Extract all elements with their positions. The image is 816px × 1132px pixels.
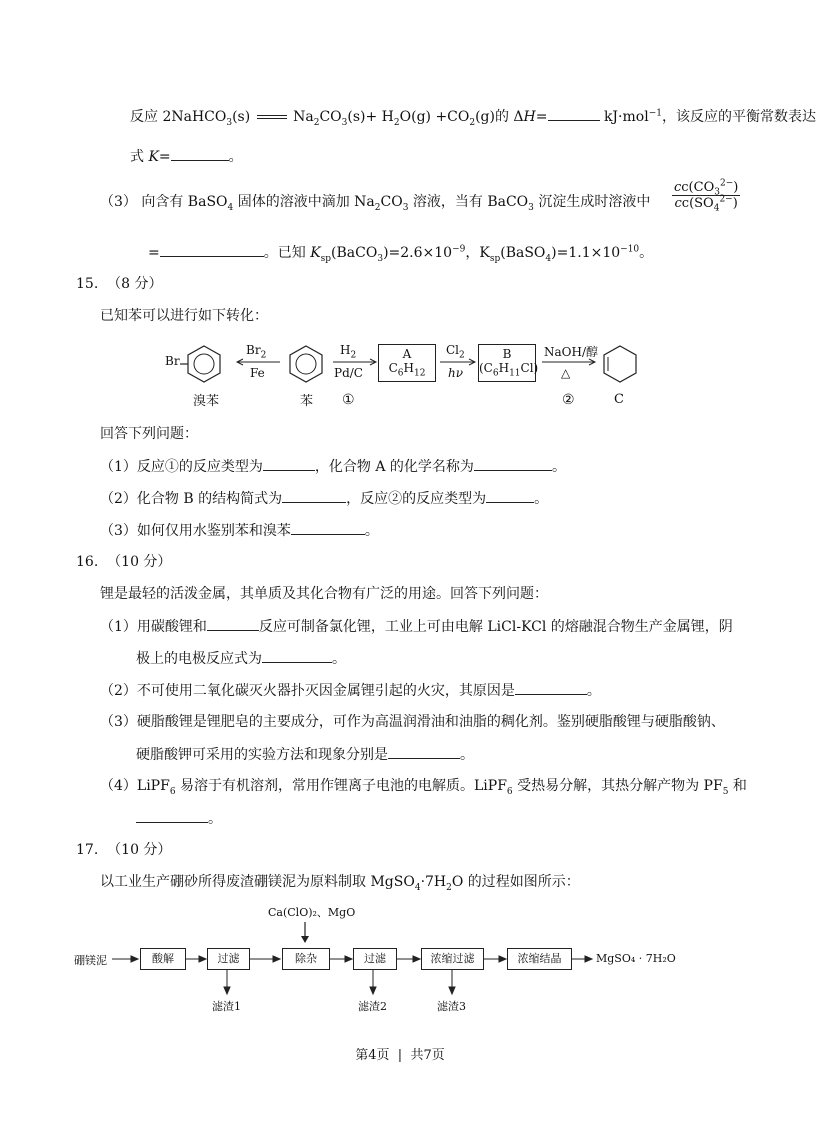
- q16-q2: （2）不可使用二氧化碳灭火器扑灭因金属锂引起的火灾，其原因是 。: [100, 680, 601, 701]
- answer-blank-k[interactable]: [171, 146, 229, 161]
- step-1-marker: ①: [342, 392, 355, 408]
- q14-ksp-line: = 。已知 $K_{sp}(BaCO_3)=2.6\times 10^{-9}$，$K_{sp}(BaSO_4)=1.1\times 10^{-10}$。: [148, 242, 653, 263]
- flow-step-acid: 酸解: [140, 948, 186, 970]
- q14-part3: （3） 向含有 BaSO$_4$ 固体的溶液中滴加 $Na_2CO_3$ 溶液，当有 BaCO$_3$ 沉淀生成时溶液中: [100, 194, 651, 213]
- answer-blank-15-1b[interactable]: [474, 456, 552, 471]
- answer-blank-15-3[interactable]: [291, 520, 365, 535]
- q16-q3-cont: 硬脂酸钾可采用的实验方法和现象分别是 。: [136, 744, 474, 765]
- q17-intro: 以工业生产硼砂所得废渣硼镁泥为原料制取 $MgSO_4\cdot 7H_2O$ 的过程如图所示：: [100, 874, 580, 893]
- flow-arrows: [0, 948, 800, 1028]
- q17-header: 17. （10 分）: [76, 842, 172, 858]
- arrow-right-2: [440, 359, 476, 365]
- answer-blank-15-1a[interactable]: [263, 456, 315, 471]
- answer-blank-15-2b[interactable]: [486, 488, 534, 503]
- br-substituent: Br: [165, 354, 180, 368]
- q15-header: 15. （8 分）: [76, 276, 163, 292]
- reagent-naoh: NaOH/醇: [544, 345, 599, 359]
- step-2-marker: ②: [562, 392, 575, 408]
- answer-blank-dh[interactable]: [548, 106, 600, 121]
- flow-step-filter1: 过滤: [207, 948, 250, 970]
- cyclohexene-ring-icon: [600, 344, 640, 384]
- compound-a-box: A $C_6H_{12}$: [378, 344, 436, 382]
- q15-q3: （3）如何仅用水鉴别苯和溴苯 。: [100, 520, 379, 541]
- answer-blank-ratio[interactable]: [160, 242, 264, 257]
- flow-step-purify: 除杂: [282, 948, 330, 970]
- answer-blank-16-1a[interactable]: [207, 616, 259, 631]
- reagent-pdc: Pd/C: [334, 366, 363, 380]
- reagent-h2: $H_2$: [340, 343, 357, 361]
- flow-step-crystallize: 浓缩结晶: [507, 948, 572, 970]
- flow-step-concentrate-filter: 浓缩过滤: [421, 948, 484, 970]
- answer-blank-15-2a[interactable]: [282, 488, 346, 503]
- page-footer: 第4页 | 共7页: [355, 1048, 445, 1063]
- arrow-right-3: [542, 359, 596, 365]
- arrow-reagents-down: [301, 922, 309, 944]
- reagent-hv: hν: [448, 366, 464, 380]
- q16-header: 16. （10 分）: [76, 554, 172, 570]
- arrow-right-1: [333, 359, 377, 365]
- answer-blank-16-3[interactable]: [388, 744, 460, 759]
- label-compound-c: C: [614, 392, 624, 407]
- compound-b-box: B $(C_6H_{11}Cl)$: [478, 344, 536, 382]
- concentration-ratio: $\frac{cc(CO_3^{2-})}{cc(SO_4^{2-})}$: [674, 178, 739, 214]
- flow-start: 硼镁泥: [74, 954, 107, 967]
- reagent-heat: △: [561, 366, 571, 380]
- benzene-ring-icon: [286, 344, 326, 384]
- q16-q4: （4）LiPF$_6$ 易溶于有机溶剂，常用作锂离子电池的电解质。LiPF$_6$ 受热易分解，其热分解产物为 $PF_5$ 和: [100, 778, 747, 797]
- q16-q1: （1）用碳酸锂和 反应可制备氯化锂，工业上可由电解 LiCl-KCl 的熔融混合物生产金属锂，阴: [100, 616, 733, 637]
- q15-answer-prompt: 回答下列问题：: [100, 426, 198, 442]
- flow-product: MgSO₄ · 7H₂O: [596, 952, 676, 965]
- flow-residue-2: 滤渣2: [358, 1000, 387, 1013]
- q16-intro: 锂是最轻的活泼金属，其单质及其化合物有广泛的用途。回答下列问题：: [100, 586, 548, 602]
- answer-blank-16-4[interactable]: [136, 808, 208, 823]
- q15-q1: （1）反应①的反应类型为 ，化合物 A 的化学名称为 。: [100, 456, 566, 477]
- q16-q1-cont: 极上的电极反应式为 。: [136, 648, 346, 669]
- bromobenzene-ring-icon: [184, 344, 224, 384]
- flow-residue-1: 滤渣1: [212, 1000, 241, 1013]
- answer-blank-16-1b[interactable]: [262, 648, 332, 663]
- arrow-left: [236, 359, 280, 365]
- label-bromobenzene: 溴苯: [193, 394, 220, 409]
- q15-q2: （2）化合物 B 的结构简式为 ，反应②的反应类型为 。: [100, 488, 548, 509]
- q16-q4-cont: 。: [136, 808, 222, 829]
- answer-blank-16-2[interactable]: [515, 680, 587, 695]
- q14-reaction-line: 反应 2NaHCO$_3$(s) $Na_2CO_3(s)+ H_2O(g) +CO_2(g)$的 ΔH= kJ·mol$^{-1}$，该反应的平衡常数表达: [130, 106, 816, 127]
- reagent-fe: Fe: [250, 366, 265, 380]
- q15-intro: 已知苯可以进行如下转化：: [100, 308, 268, 324]
- label-benzene: 苯: [300, 394, 314, 409]
- reagent-cl2: $Cl_2$: [446, 343, 465, 361]
- flow-reagents: Ca(ClO)₂、MgO: [268, 906, 356, 919]
- q16-q3: （3）硬脂酸锂是锂肥皂的主要成分，可作为高温润滑油和油脂的稠化剂。鉴别硬脂酸锂与硬脂酸钠、: [100, 714, 725, 730]
- flow-step-filter2: 过滤: [353, 948, 397, 970]
- flow-residue-3: 滤渣3: [437, 1000, 466, 1013]
- reagent-br2: $Br_2$: [246, 343, 267, 361]
- q14-k-line: 式 K= 。: [130, 146, 243, 167]
